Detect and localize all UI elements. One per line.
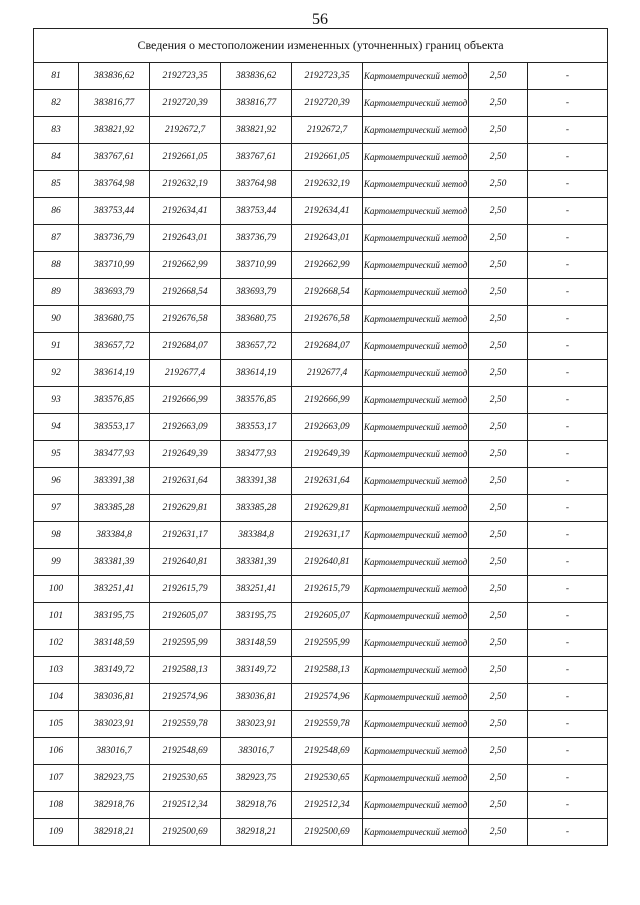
- new-x-cell: 383016,7: [221, 738, 292, 765]
- table-row: [34, 252, 608, 279]
- method-cell: Картометрический метод: [363, 765, 469, 792]
- new-y-cell: 2192668,54: [292, 279, 363, 306]
- description-cell: -: [528, 630, 608, 657]
- method-cell: Картометрический метод: [363, 144, 469, 171]
- new-x-cell: 383836,62: [221, 63, 292, 90]
- existing-x-cell: 383614,19: [79, 360, 150, 387]
- table-title-row: [34, 29, 608, 63]
- new-x-cell: 383764,98: [221, 171, 292, 198]
- method-cell: Картометрический метод: [363, 738, 469, 765]
- accuracy-cell: 2,50: [469, 198, 528, 225]
- table-row: [34, 225, 608, 252]
- existing-y-cell: 2192632,19: [150, 171, 221, 198]
- accuracy-cell: 2,50: [469, 252, 528, 279]
- accuracy-cell: 2,50: [469, 414, 528, 441]
- existing-x-cell: 383680,75: [79, 306, 150, 333]
- table-row: [34, 522, 608, 549]
- existing-x-cell: 383553,17: [79, 414, 150, 441]
- table-row: [34, 387, 608, 414]
- new-x-cell: 383477,93: [221, 441, 292, 468]
- accuracy-cell: 2,50: [469, 576, 528, 603]
- existing-y-cell: 2192588,13: [150, 657, 221, 684]
- point-number-cell: 104: [34, 684, 79, 711]
- existing-x-cell: 383753,44: [79, 198, 150, 225]
- new-x-cell: 383576,85: [221, 387, 292, 414]
- description-cell: -: [528, 252, 608, 279]
- page-number: 56: [312, 11, 328, 28]
- existing-x-cell: 383821,92: [79, 117, 150, 144]
- new-x-cell: 383614,19: [221, 360, 292, 387]
- existing-y-cell: 2192672,7: [150, 117, 221, 144]
- new-x-cell: 383023,91: [221, 711, 292, 738]
- table-row: [34, 171, 608, 198]
- point-number-cell: 85: [34, 171, 79, 198]
- new-y-cell: 2192643,01: [292, 225, 363, 252]
- existing-x-cell: 383384,8: [79, 522, 150, 549]
- point-number-cell: 82: [34, 90, 79, 117]
- new-x-cell: 382918,21: [221, 819, 292, 846]
- point-number-cell: 96: [34, 468, 79, 495]
- new-x-cell: 383149,72: [221, 657, 292, 684]
- description-cell: -: [528, 198, 608, 225]
- accuracy-cell: 2,50: [469, 549, 528, 576]
- description-cell: -: [528, 144, 608, 171]
- description-cell: -: [528, 765, 608, 792]
- existing-y-cell: 2192631,64: [150, 468, 221, 495]
- point-number-cell: 108: [34, 792, 79, 819]
- new-y-cell: 2192720,39: [292, 90, 363, 117]
- description-cell: -: [528, 522, 608, 549]
- existing-y-cell: 2192676,58: [150, 306, 221, 333]
- method-cell: Картометрический метод: [363, 522, 469, 549]
- description-cell: -: [528, 360, 608, 387]
- description-cell: -: [528, 657, 608, 684]
- method-cell: Картометрический метод: [363, 225, 469, 252]
- table-row: [34, 468, 608, 495]
- table-row: [34, 657, 608, 684]
- existing-x-cell: 383148,59: [79, 630, 150, 657]
- existing-x-cell: 383736,79: [79, 225, 150, 252]
- method-cell: Картометрический метод: [363, 171, 469, 198]
- existing-y-cell: 2192662,99: [150, 252, 221, 279]
- existing-y-cell: 2192684,07: [150, 333, 221, 360]
- new-x-cell: 383753,44: [221, 198, 292, 225]
- existing-x-cell: 382923,75: [79, 765, 150, 792]
- new-y-cell: 2192559,78: [292, 711, 363, 738]
- new-x-cell: 383657,72: [221, 333, 292, 360]
- existing-y-cell: 2192634,41: [150, 198, 221, 225]
- point-number-cell: 87: [34, 225, 79, 252]
- existing-y-cell: 2192548,69: [150, 738, 221, 765]
- new-x-cell: 383821,92: [221, 117, 292, 144]
- method-cell: Картометрический метод: [363, 387, 469, 414]
- existing-x-cell: 383693,79: [79, 279, 150, 306]
- point-number-cell: 84: [34, 144, 79, 171]
- new-y-cell: 2192723,35: [292, 63, 363, 90]
- existing-x-cell: 383385,28: [79, 495, 150, 522]
- method-cell: Картометрический метод: [363, 792, 469, 819]
- new-y-cell: 2192684,07: [292, 333, 363, 360]
- table-row: [34, 90, 608, 117]
- accuracy-cell: 2,50: [469, 657, 528, 684]
- existing-y-cell: 2192631,17: [150, 522, 221, 549]
- existing-x-cell: 383764,98: [79, 171, 150, 198]
- existing-x-cell: 382918,21: [79, 819, 150, 846]
- description-cell: -: [528, 684, 608, 711]
- description-cell: -: [528, 306, 608, 333]
- new-x-cell: 383816,77: [221, 90, 292, 117]
- new-y-cell: 2192574,96: [292, 684, 363, 711]
- accuracy-cell: 2,50: [469, 360, 528, 387]
- point-number-cell: 93: [34, 387, 79, 414]
- accuracy-cell: 2,50: [469, 630, 528, 657]
- table-row: [34, 549, 608, 576]
- new-x-cell: 383391,38: [221, 468, 292, 495]
- method-cell: Картометрический метод: [363, 603, 469, 630]
- accuracy-cell: 2,50: [469, 387, 528, 414]
- description-cell: -: [528, 63, 608, 90]
- new-x-cell: 383384,8: [221, 522, 292, 549]
- table-row: [34, 792, 608, 819]
- existing-y-cell: 2192500,69: [150, 819, 221, 846]
- table-row: [34, 333, 608, 360]
- method-cell: Картометрический метод: [363, 549, 469, 576]
- accuracy-cell: 2,50: [469, 441, 528, 468]
- point-number-cell: 86: [34, 198, 79, 225]
- existing-y-cell: 2192559,78: [150, 711, 221, 738]
- existing-y-cell: 2192574,96: [150, 684, 221, 711]
- new-y-cell: 2192631,64: [292, 468, 363, 495]
- table-row: [34, 576, 608, 603]
- description-cell: -: [528, 495, 608, 522]
- accuracy-cell: 2,50: [469, 765, 528, 792]
- table-row: [34, 441, 608, 468]
- accuracy-cell: 2,50: [469, 306, 528, 333]
- point-number-cell: 92: [34, 360, 79, 387]
- existing-y-cell: 2192605,07: [150, 603, 221, 630]
- new-x-cell: 383381,39: [221, 549, 292, 576]
- point-number-cell: 94: [34, 414, 79, 441]
- existing-x-cell: 383036,81: [79, 684, 150, 711]
- new-y-cell: 2192663,09: [292, 414, 363, 441]
- method-cell: Картометрический метод: [363, 90, 469, 117]
- existing-x-cell: 383016,7: [79, 738, 150, 765]
- method-cell: Картометрический метод: [363, 252, 469, 279]
- existing-y-cell: 2192530,65: [150, 765, 221, 792]
- table-row: [34, 711, 608, 738]
- accuracy-cell: 2,50: [469, 684, 528, 711]
- existing-y-cell: 2192661,05: [150, 144, 221, 171]
- existing-x-cell: 383391,38: [79, 468, 150, 495]
- table-row: [34, 414, 608, 441]
- method-cell: Картометрический метод: [363, 117, 469, 144]
- point-number-cell: 97: [34, 495, 79, 522]
- new-x-cell: 383680,75: [221, 306, 292, 333]
- method-cell: Картометрический метод: [363, 468, 469, 495]
- accuracy-cell: 2,50: [469, 63, 528, 90]
- description-cell: -: [528, 279, 608, 306]
- description-cell: -: [528, 711, 608, 738]
- new-x-cell: 383385,28: [221, 495, 292, 522]
- point-number-cell: 91: [34, 333, 79, 360]
- new-y-cell: 2192605,07: [292, 603, 363, 630]
- new-y-cell: 2192530,65: [292, 765, 363, 792]
- table-row: [34, 765, 608, 792]
- method-cell: Картометрический метод: [363, 360, 469, 387]
- point-number-cell: 102: [34, 630, 79, 657]
- description-cell: -: [528, 333, 608, 360]
- existing-x-cell: 383477,93: [79, 441, 150, 468]
- accuracy-cell: 2,50: [469, 171, 528, 198]
- existing-y-cell: 2192666,99: [150, 387, 221, 414]
- existing-y-cell: 2192723,35: [150, 63, 221, 90]
- description-cell: -: [528, 576, 608, 603]
- new-y-cell: 2192500,69: [292, 819, 363, 846]
- description-cell: -: [528, 792, 608, 819]
- existing-x-cell: 383381,39: [79, 549, 150, 576]
- existing-x-cell: 383836,62: [79, 63, 150, 90]
- description-cell: -: [528, 441, 608, 468]
- new-y-cell: 2192677,4: [292, 360, 363, 387]
- method-cell: Картометрический метод: [363, 684, 469, 711]
- table-row: [34, 144, 608, 171]
- new-x-cell: 383710,99: [221, 252, 292, 279]
- new-x-cell: 383036,81: [221, 684, 292, 711]
- new-y-cell: 2192595,99: [292, 630, 363, 657]
- point-number-cell: 99: [34, 549, 79, 576]
- new-x-cell: 383736,79: [221, 225, 292, 252]
- existing-y-cell: 2192720,39: [150, 90, 221, 117]
- new-y-cell: 2192548,69: [292, 738, 363, 765]
- method-cell: Картометрический метод: [363, 63, 469, 90]
- method-cell: Картометрический метод: [363, 630, 469, 657]
- method-cell: Картометрический метод: [363, 657, 469, 684]
- existing-x-cell: 383023,91: [79, 711, 150, 738]
- table-row: [34, 306, 608, 333]
- existing-y-cell: 2192643,01: [150, 225, 221, 252]
- table-row: [34, 630, 608, 657]
- new-x-cell: 383148,59: [221, 630, 292, 657]
- table-row: [34, 63, 608, 90]
- description-cell: -: [528, 819, 608, 846]
- description-cell: -: [528, 468, 608, 495]
- new-y-cell: 2192631,17: [292, 522, 363, 549]
- table-row: [34, 495, 608, 522]
- method-cell: Картометрический метод: [363, 819, 469, 846]
- accuracy-cell: 2,50: [469, 225, 528, 252]
- description-cell: -: [528, 90, 608, 117]
- new-y-cell: 2192662,99: [292, 252, 363, 279]
- table-row: [34, 684, 608, 711]
- new-x-cell: 383251,41: [221, 576, 292, 603]
- table-row: [34, 603, 608, 630]
- existing-x-cell: 383710,99: [79, 252, 150, 279]
- method-cell: Картометрический метод: [363, 333, 469, 360]
- existing-x-cell: 383816,77: [79, 90, 150, 117]
- new-y-cell: 2192661,05: [292, 144, 363, 171]
- existing-x-cell: 383657,72: [79, 333, 150, 360]
- table-row: [34, 198, 608, 225]
- new-x-cell: 383553,17: [221, 414, 292, 441]
- method-cell: Картометрический метод: [363, 711, 469, 738]
- new-y-cell: 2192634,41: [292, 198, 363, 225]
- new-y-cell: 2192615,79: [292, 576, 363, 603]
- new-x-cell: 383693,79: [221, 279, 292, 306]
- description-cell: -: [528, 738, 608, 765]
- existing-y-cell: 2192595,99: [150, 630, 221, 657]
- accuracy-cell: 2,50: [469, 333, 528, 360]
- existing-y-cell: 2192677,4: [150, 360, 221, 387]
- new-x-cell: 383195,75: [221, 603, 292, 630]
- new-y-cell: 2192666,99: [292, 387, 363, 414]
- new-y-cell: 2192512,34: [292, 792, 363, 819]
- point-number-cell: 88: [34, 252, 79, 279]
- method-cell: Картометрический метод: [363, 198, 469, 225]
- accuracy-cell: 2,50: [469, 711, 528, 738]
- description-cell: -: [528, 414, 608, 441]
- new-x-cell: 383767,61: [221, 144, 292, 171]
- method-cell: Картометрический метод: [363, 414, 469, 441]
- description-cell: -: [528, 171, 608, 198]
- point-number-cell: 101: [34, 603, 79, 630]
- existing-y-cell: 2192640,81: [150, 549, 221, 576]
- description-cell: -: [528, 225, 608, 252]
- point-number-cell: 81: [34, 63, 79, 90]
- new-y-cell: 2192640,81: [292, 549, 363, 576]
- accuracy-cell: 2,50: [469, 495, 528, 522]
- table-row: [34, 117, 608, 144]
- point-number-cell: 105: [34, 711, 79, 738]
- existing-y-cell: 2192512,34: [150, 792, 221, 819]
- table-row: [34, 738, 608, 765]
- description-cell: -: [528, 117, 608, 144]
- new-y-cell: 2192632,19: [292, 171, 363, 198]
- existing-x-cell: 383149,72: [79, 657, 150, 684]
- accuracy-cell: 2,50: [469, 117, 528, 144]
- existing-x-cell: 382918,76: [79, 792, 150, 819]
- table-row: [34, 819, 608, 846]
- new-y-cell: 2192672,7: [292, 117, 363, 144]
- description-cell: -: [528, 387, 608, 414]
- new-x-cell: 382918,76: [221, 792, 292, 819]
- point-number-cell: 95: [34, 441, 79, 468]
- new-x-cell: 382923,75: [221, 765, 292, 792]
- description-cell: -: [528, 549, 608, 576]
- new-y-cell: 2192629,81: [292, 495, 363, 522]
- point-number-cell: 89: [34, 279, 79, 306]
- accuracy-cell: 2,50: [469, 603, 528, 630]
- existing-y-cell: 2192649,39: [150, 441, 221, 468]
- accuracy-cell: 2,50: [469, 522, 528, 549]
- table-title: Сведения о местоположении измененных (уточненных) границ объекта: [34, 29, 608, 63]
- point-number-cell: 100: [34, 576, 79, 603]
- accuracy-cell: 2,50: [469, 792, 528, 819]
- method-cell: Картометрический метод: [363, 441, 469, 468]
- method-cell: Картометрический метод: [363, 306, 469, 333]
- method-cell: Картометрический метод: [363, 495, 469, 522]
- description-cell: -: [528, 603, 608, 630]
- existing-y-cell: 2192663,09: [150, 414, 221, 441]
- accuracy-cell: 2,50: [469, 144, 528, 171]
- accuracy-cell: 2,50: [469, 738, 528, 765]
- point-number-cell: 106: [34, 738, 79, 765]
- table-row: [34, 279, 608, 306]
- existing-y-cell: 2192615,79: [150, 576, 221, 603]
- existing-x-cell: 383576,85: [79, 387, 150, 414]
- new-y-cell: 2192676,58: [292, 306, 363, 333]
- existing-y-cell: 2192668,54: [150, 279, 221, 306]
- point-number-cell: 103: [34, 657, 79, 684]
- accuracy-cell: 2,50: [469, 279, 528, 306]
- existing-y-cell: 2192629,81: [150, 495, 221, 522]
- point-number-cell: 83: [34, 117, 79, 144]
- method-cell: Картометрический метод: [363, 576, 469, 603]
- existing-x-cell: 383251,41: [79, 576, 150, 603]
- point-number-cell: 90: [34, 306, 79, 333]
- point-number-cell: 109: [34, 819, 79, 846]
- accuracy-cell: 2,50: [469, 819, 528, 846]
- point-number-cell: 98: [34, 522, 79, 549]
- existing-x-cell: 383767,61: [79, 144, 150, 171]
- new-y-cell: 2192649,39: [292, 441, 363, 468]
- table-row: [34, 360, 608, 387]
- new-y-cell: 2192588,13: [292, 657, 363, 684]
- accuracy-cell: 2,50: [469, 90, 528, 117]
- method-cell: Картометрический метод: [363, 279, 469, 306]
- existing-x-cell: 383195,75: [79, 603, 150, 630]
- point-number-cell: 107: [34, 765, 79, 792]
- boundary-coordinates-table: [33, 28, 608, 846]
- accuracy-cell: 2,50: [469, 468, 528, 495]
